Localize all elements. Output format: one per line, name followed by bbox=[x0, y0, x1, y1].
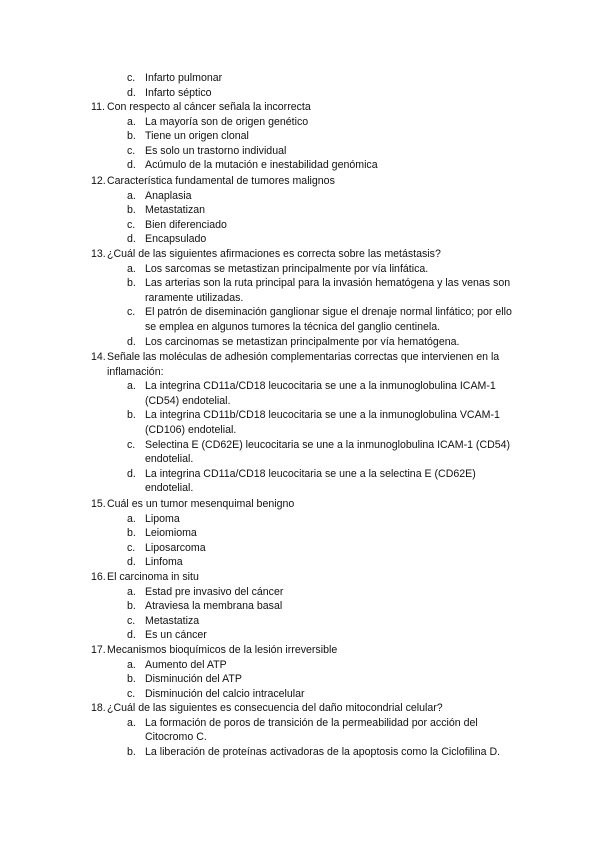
option-item bbox=[0, 379, 525, 408]
option-item bbox=[0, 555, 525, 570]
option-item bbox=[0, 408, 525, 437]
option-item bbox=[0, 305, 525, 334]
option-text: Disminución del ATP bbox=[145, 673, 242, 686]
option-letter: d. bbox=[127, 556, 136, 569]
option-letter: c. bbox=[127, 541, 136, 554]
option-letter: c. bbox=[127, 72, 136, 84]
option-text: La formación de poros de transición de la permeabilidad por acción del Citocromo C. bbox=[145, 716, 478, 744]
option-letter: a. bbox=[127, 115, 136, 128]
question-16 bbox=[0, 570, 600, 643]
option-text: Bien diferenciado bbox=[145, 218, 227, 231]
option-item bbox=[0, 438, 525, 467]
option-letter: d. bbox=[127, 159, 136, 172]
option-letter: b. bbox=[127, 527, 136, 540]
question-17 bbox=[0, 643, 600, 701]
question-stem bbox=[0, 497, 527, 512]
question-stem bbox=[0, 643, 527, 658]
question-stem bbox=[0, 570, 527, 585]
option-item bbox=[0, 218, 525, 233]
option-letter: a. bbox=[127, 716, 136, 729]
option-text: Infarto séptico bbox=[145, 86, 212, 99]
option-item bbox=[0, 129, 525, 144]
option-text: Lipoma bbox=[145, 512, 180, 525]
question-number: 17. bbox=[91, 644, 106, 656]
option-item bbox=[0, 658, 525, 673]
option-text: Metastatizan bbox=[145, 204, 206, 217]
option-text: Es solo un trastorno individual bbox=[145, 144, 287, 157]
option-text: Selectina E (CD62E) leucocitaria se une a la inmunoglobulina ICAM-1 (CD54) endotelial. bbox=[145, 438, 511, 466]
question-18 bbox=[0, 701, 600, 759]
option-text: Atraviesa la membrana basal bbox=[145, 600, 283, 613]
question-stem bbox=[0, 701, 527, 716]
question-stem bbox=[0, 247, 527, 262]
question-number: 13. bbox=[91, 248, 106, 260]
question-text: El carcinoma in situ bbox=[107, 571, 199, 583]
option-text: La integrina CD11b/CD18 leucocitaria se une a la inmunoglobulina VCAM-1 (CD106) endotelial. bbox=[145, 409, 500, 436]
option-letter: b. bbox=[127, 600, 136, 613]
option-item bbox=[0, 203, 525, 218]
option-item bbox=[0, 599, 525, 614]
option-text: Encapsulado bbox=[145, 233, 207, 246]
option-letter: c. bbox=[127, 218, 136, 231]
option-text: La liberación de proteínas activadoras de la apoptosis como la Ciclofilina D. bbox=[145, 745, 501, 758]
option-letter: a. bbox=[127, 658, 136, 671]
option-item bbox=[0, 189, 525, 204]
option-letter: a. bbox=[127, 262, 136, 275]
option-item bbox=[0, 614, 525, 629]
option-text: Estad pre invasivo del cáncer bbox=[145, 585, 284, 598]
option-item bbox=[0, 144, 525, 159]
option-text: Aumento del ATP bbox=[145, 658, 227, 671]
option-text: El patrón de diseminación ganglionar sigue el drenaje normal linfático; por ello se emplea en algunos tumores la técnica del ganglio centinela. bbox=[145, 306, 512, 333]
option-text: Tiene un origen clonal bbox=[145, 130, 249, 143]
option-letter: c. bbox=[127, 438, 136, 451]
option-letter: d. bbox=[127, 86, 136, 99]
option-text: Linfoma bbox=[145, 556, 183, 569]
question-text: Mecanismos bioquímicos de la lesión irreversible bbox=[107, 644, 338, 656]
question-text: Característica fundamental de tumores malignos bbox=[107, 175, 335, 187]
option-letter: c. bbox=[127, 614, 136, 627]
option-text: Leiomioma bbox=[145, 527, 197, 540]
option-letter: a. bbox=[127, 512, 136, 525]
question-text: ¿Cuál de las siguientes es consecuencia del daño mitocondrial celular? bbox=[107, 702, 443, 714]
option-letter: b. bbox=[127, 204, 136, 217]
question-number: 11. bbox=[91, 101, 105, 113]
option-letter: b. bbox=[127, 673, 136, 686]
question-text: Señale las moléculas de adhesión complementarias correctas que intervienen en la inflamación: bbox=[107, 351, 500, 378]
option-item bbox=[0, 672, 525, 687]
option-letter: d. bbox=[127, 467, 136, 480]
question-number: 16. bbox=[91, 571, 106, 583]
option-letter: a. bbox=[127, 380, 136, 393]
question-text: Con respecto al cáncer señala la incorrecta bbox=[107, 101, 311, 113]
option-item bbox=[0, 232, 525, 247]
question-stem bbox=[0, 350, 527, 379]
option-letter: b. bbox=[127, 745, 136, 758]
option-item bbox=[0, 541, 525, 556]
option-item bbox=[0, 467, 525, 496]
question-14 bbox=[0, 350, 600, 496]
option-letter: b. bbox=[127, 409, 136, 422]
option-letter: b. bbox=[127, 277, 136, 290]
option-letter: d. bbox=[127, 629, 136, 642]
option-text: Las arterias son la ruta principal para la invasión hematógena y las venas son raramente utilizadas. bbox=[145, 277, 511, 304]
question-12 bbox=[0, 174, 600, 247]
option-letter: c. bbox=[127, 306, 136, 319]
option-item bbox=[0, 71, 525, 86]
option-item bbox=[0, 335, 525, 350]
question-text: ¿Cuál de las siguientes afirmaciones es correcta sobre las metástasis? bbox=[107, 248, 441, 260]
option-text: Es un cáncer bbox=[145, 629, 207, 642]
option-item bbox=[0, 526, 525, 541]
question-15 bbox=[0, 497, 600, 570]
option-text: La integrina CD11a/CD18 leucocitaria se une a la selectina E (CD62E) endotelial. bbox=[145, 467, 476, 495]
option-item bbox=[0, 86, 525, 101]
option-letter: c. bbox=[127, 144, 136, 157]
question-13 bbox=[0, 247, 600, 349]
question-number: 12. bbox=[91, 175, 106, 187]
option-item bbox=[0, 687, 525, 702]
option-item bbox=[0, 716, 525, 745]
option-text: Anaplasia bbox=[145, 189, 192, 202]
option-letter: d. bbox=[127, 335, 136, 348]
option-item bbox=[0, 585, 525, 600]
option-item bbox=[0, 628, 525, 643]
question-number: 14. bbox=[91, 351, 106, 363]
option-text: La mayoría son de origen genético bbox=[145, 115, 309, 128]
question-stem bbox=[0, 100, 527, 115]
option-item bbox=[0, 745, 525, 760]
option-item bbox=[0, 115, 525, 130]
option-text: Acúmulo de la mutación e inestabilidad genómica bbox=[145, 159, 378, 172]
option-item bbox=[0, 276, 525, 305]
option-letter: a. bbox=[127, 189, 136, 202]
option-text: Disminución del calcio intracelular bbox=[145, 687, 305, 700]
option-letter: a. bbox=[127, 585, 136, 598]
question-stem bbox=[0, 174, 527, 189]
option-item bbox=[0, 262, 525, 277]
option-text: Los carcinomas se metastizan principalmente por vía hematógena. bbox=[145, 335, 460, 348]
option-text: Liposarcoma bbox=[145, 541, 206, 554]
option-letter: c. bbox=[127, 687, 136, 700]
question-number: 15. bbox=[91, 498, 106, 510]
option-text: Metastatiza bbox=[145, 614, 200, 627]
question-number: 18. bbox=[91, 702, 106, 714]
option-letter: b. bbox=[127, 130, 136, 143]
option-text: Infarto pulmonar bbox=[145, 72, 223, 84]
option-text: Los sarcomas se metastizan principalmente por vía linfática. bbox=[145, 262, 429, 275]
question-11 bbox=[0, 100, 600, 173]
option-text: La integrina CD11a/CD18 leucocitaria se une a la inmunoglobulina ICAM-1 (CD54) endotelial. bbox=[145, 380, 496, 407]
option-item bbox=[0, 158, 525, 173]
option-letter: d. bbox=[127, 233, 136, 246]
continued-options bbox=[0, 71, 600, 100]
option-item bbox=[0, 512, 525, 527]
question-text: Cuál es un tumor mesenquimal benigno bbox=[107, 498, 295, 510]
